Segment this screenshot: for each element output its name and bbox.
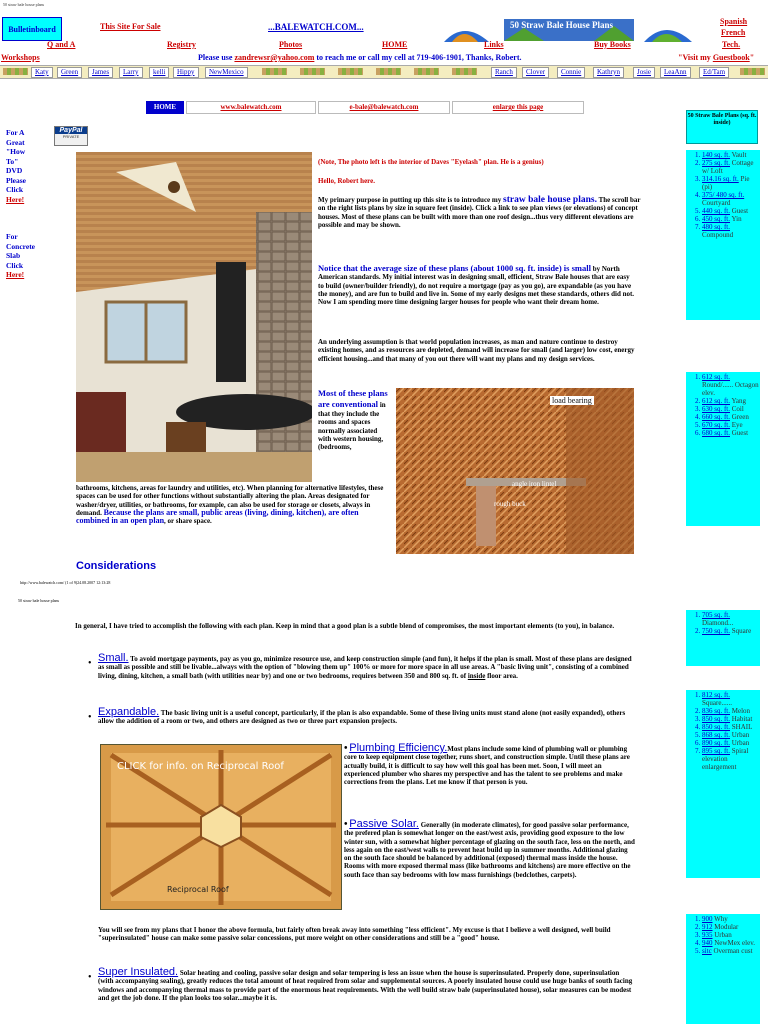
plan-size-link[interactable]: sitc <box>702 947 712 955</box>
sidebar-plan-item[interactable] <box>702 947 760 955</box>
this-site-for-sale-link[interactable]: This Site For Sale <box>100 22 161 31</box>
contact-pre: Please use <box>198 53 235 62</box>
spanish-link[interactable]: Spanish <box>720 17 748 26</box>
flag-icon <box>300 68 325 75</box>
name-ranch[interactable]: Ranch <box>491 67 517 78</box>
dvd-promo <box>6 128 26 204</box>
flag-icon <box>3 68 28 75</box>
tech-link[interactable]: Tech. <box>722 40 741 49</box>
solar-section <box>344 820 636 879</box>
sidebar-plan-item[interactable] <box>702 191 760 207</box>
sidebar-plan-item[interactable] <box>702 627 760 635</box>
plan-size-link[interactable]: 480 sq. ft. <box>702 223 730 231</box>
plan-size-link[interactable]: 900 <box>702 915 713 923</box>
dvd-line: "How <box>6 147 26 156</box>
superinsulated-text: Solar heating and cooling, passive solar design and solar tempering is less an issue when the house is superinsulated. Properly done, superinsulation (with accompanying sealing), greatly reduces the total amount of heat required from solar and supplemental sources. A poorly insulated house could use huge banks of south facing windows and accompanying thermal mass to provide part of the enormous heat requirements. With the well build straw bale (superinsulated house), solar measures can be modest and get the job done. If the plan looks too solar...maybe it is. <box>98 969 633 1002</box>
plan-name: SHAIL <box>731 723 753 731</box>
name-newmexico[interactable]: NewMexico <box>205 67 248 78</box>
plan-name: Courtyard <box>702 199 731 207</box>
conventional-paragraph <box>318 388 388 451</box>
spaces-paragraph <box>76 484 392 525</box>
small-text: To avoid mortgage payments, pay as you go, minimize resource use, and keep construction simple (and fun), it helps if the plan is small. Most of these plans are designed as small as possible and still be livable...always with the option of "blowing them up" 100% or more for more space in all use areas. A "basic living unit", consisting of a combined living, dining, kitchen, a small bath (with utilities near by) and one or two bedrooms, requires between 350 and 800 sq. ft. of <box>98 655 632 680</box>
plan-size-link[interactable]: 705 sq. ft. <box>702 611 730 619</box>
nav-enlarge-button[interactable]: enlarge this page <box>452 101 584 114</box>
spaces-text-a: bathrooms, kitchens, areas for laundry and utilities, etc). When planning for alternative lifestyles, these spaces can be used for other functions without substantially altering the plan. Areas designated for washer/dryer, utilities, or bathrooms, for example, can also be used for storage or closets, always in demand. <box>76 484 384 517</box>
assumption-paragraph: An underlying assumption is that world population increases, as man and nature continue to destroy existing homes, and as resources are depleted, demand will increase for small (and larger) low cost, energy efficient housing...and that many of you out there will want my plans and my design services. <box>318 338 635 363</box>
bale-wall-photo[interactable] <box>396 388 634 554</box>
size-paragraph <box>318 264 636 306</box>
spaces-text-b: , or share space. <box>164 517 212 526</box>
intro-paragraph <box>318 196 648 229</box>
guestbook-post: " <box>749 53 755 62</box>
flag-icon <box>740 68 765 75</box>
paypal-sub: PRIVATE <box>62 134 80 139</box>
sidebar-plan-item[interactable] <box>702 397 760 405</box>
dvd-line: To" <box>6 156 19 166</box>
sidebar-group-3 <box>686 610 760 666</box>
sidebar-plan-item[interactable] <box>702 207 760 215</box>
dvd-line: Great <box>6 137 25 147</box>
dvd-line: Click <box>6 185 24 194</box>
plan-size-link[interactable]: 680 sq. ft. <box>702 429 730 437</box>
dvd-here-link[interactable]: Here! <box>6 194 25 204</box>
plan-size-link[interactable]: 912 <box>702 923 713 931</box>
plan-name: Habitat <box>731 715 753 723</box>
dvd-line: DVD <box>6 166 23 175</box>
sidebar-plan-item[interactable] <box>702 739 760 747</box>
bullet-dot: • <box>88 658 92 669</box>
plan-size-link[interactable]: 836 sq. ft. <box>702 707 730 715</box>
plan-name: Compound <box>702 231 734 239</box>
sidebar-plan-item[interactable] <box>702 939 760 947</box>
registry-link[interactable]: Registry <box>167 40 196 49</box>
slab-line: Slab <box>6 251 21 260</box>
banner-title: 50 Straw Bale House Plans <box>510 20 614 30</box>
small-inside: inside <box>467 671 486 680</box>
french-link[interactable]: French <box>721 28 746 37</box>
links-link[interactable]: Links <box>484 40 504 49</box>
conventional-highlight: Most of these plans are conventional <box>318 388 388 409</box>
bullet-dot: • <box>344 743 348 754</box>
name-hippy[interactable]: Hippy <box>173 67 199 78</box>
plan-name: Modular <box>714 923 739 931</box>
plan-name: Why <box>714 915 728 923</box>
bullet-dot: • <box>88 972 92 983</box>
sidebar-plan-item[interactable] <box>702 747 760 771</box>
plan-size-link[interactable]: 895 sq. ft. <box>702 747 730 755</box>
dvd-line: For A <box>6 128 25 137</box>
flag-icon <box>262 68 287 75</box>
plan-size-link[interactable]: 935 <box>702 931 713 939</box>
plan-name: Pie (pi) <box>702 175 750 191</box>
name-larry[interactable]: Larry <box>119 67 143 78</box>
plan-name: Coil <box>731 405 744 413</box>
bulletinboard-button[interactable]: Bulletinboard <box>2 17 62 41</box>
names-bar <box>0 65 768 79</box>
sidebar-plan-item[interactable] <box>702 731 760 739</box>
sidebar-plan-item[interactable] <box>702 413 760 421</box>
open-plan-highlight: Because the plans are small, public areas (living, dining, kitchen), are often combined in an open plan <box>76 507 359 526</box>
name-james[interactable]: James <box>88 67 113 78</box>
slab-line: Concrete <box>6 241 36 251</box>
plan-name: Melon <box>731 707 751 715</box>
plan-name: Urban <box>731 739 750 747</box>
plan-size-link[interactable]: 612 sq. ft. <box>702 373 730 381</box>
formula-paragraph: You will see from my plans that I honor the above formula, but fairly often break away into something "less efficient". My excuse is that I believe a well designed, well build "superinsulated" house can make some passive solar concessions, put more weight on other considerations and still be a "good" house. <box>98 926 611 943</box>
plan-name: Cottage w/ Loft <box>702 159 754 175</box>
sidebar-group-5 <box>686 914 760 1024</box>
superinsulated-heading-link[interactable]: Super Insulated. <box>98 966 179 978</box>
slab-line: Click <box>6 260 24 270</box>
name-clover[interactable]: Clover <box>522 67 549 78</box>
sidebar-plan-item[interactable] <box>702 715 760 723</box>
bale-label-rough-buck: rough buck <box>494 500 526 508</box>
roof-click-text: CLICK for info. on Reciprocal Roof <box>117 761 284 772</box>
bale-label-load-bearing: load bearing <box>552 396 592 405</box>
plan-size-link[interactable]: 868 sq. ft. <box>702 731 730 739</box>
sidebar-list <box>686 150 760 240</box>
size-text: by North American standards. My initial interest was in designing small, efficient, Straw Bale houses that are easy to build (owner/builder friendly), do not require a mortgage (pay as you go), are expandable (as you have the money), and are fun to build and live in. Some of my early designs met these standards, others did not. Now I am spending more time designing larger houses for people who want their dream home. <box>318 265 635 307</box>
plan-size-link[interactable]: 850 sq. ft. <box>702 715 730 723</box>
plan-size-link[interactable]: 375/ 480 sq. ft. <box>702 191 745 199</box>
plumbing-section <box>344 744 636 786</box>
expandable-text: The basic living unit is a useful concept, particularly, if the plan is also expandable. Some of these living units must stand alone (not easily expanded), others allow the addition of a room or two, and others are designed as two or three part expansion projects. <box>98 709 626 726</box>
plan-name: Round/...... Octagon elev. <box>702 381 759 397</box>
flag-icon <box>414 68 439 75</box>
sidebar-plan-item[interactable] <box>702 429 760 437</box>
plan-size-link[interactable]: 812 sq. ft. <box>702 691 730 699</box>
plan-size-link[interactable]: 890 sq. ft. <box>702 739 730 747</box>
sidebar-plan-item[interactable] <box>702 215 760 223</box>
plan-size-link[interactable]: 670 sq. ft. <box>702 421 730 429</box>
sidebar-group-2 <box>686 372 760 526</box>
plumbing-heading-link[interactable]: Plumbing Efficiency. <box>349 742 448 754</box>
bale-wall-image <box>396 388 634 554</box>
plan-size-link[interactable]: 750 sq. ft. <box>702 627 730 635</box>
plan-size-link[interactable]: 850 sq. ft. <box>702 723 730 731</box>
contact-line <box>198 53 521 62</box>
sidebar-list <box>686 914 760 956</box>
plan-name: Urban <box>731 731 750 739</box>
bale-label-lintel: angle iron lintel <box>512 480 557 488</box>
name-katy[interactable]: Katy <box>31 67 53 78</box>
buy-books-link[interactable]: Buy Books <box>594 40 631 49</box>
interior-photo[interactable] <box>76 152 312 482</box>
solar-heading-link[interactable]: Passive Solar. <box>349 818 419 830</box>
page-header: 50 straw bale house plans <box>3 2 45 7</box>
sidebar-group-4 <box>686 690 760 878</box>
paypal-button[interactable] <box>54 126 88 146</box>
nav-home-button[interactable]: HOME <box>146 101 184 114</box>
sidebar-plan-item[interactable] <box>702 373 760 397</box>
size-highlight: Notice that the average size of these plans (about 1000 sq. ft. inside) is small <box>318 263 591 273</box>
sidebar-plan-item[interactable] <box>702 611 760 627</box>
plan-name: Spiral elevation enlargement <box>702 747 749 771</box>
plan-name: Square <box>731 627 752 635</box>
sidebar-plan-item[interactable] <box>702 691 760 707</box>
reciprocal-roof-photo[interactable] <box>100 744 342 910</box>
solar-text: Generally (in moderate climates), for good passive solar performance, the prefered plan is somewhat longer on the east/west axis, providing good exposure to the low winter sun, with a somewhat higher percentage of glazing on the south face, less on the north, and less again on the east/west walls to prevent heat build up in summer months. Additional glazing on the south face should be balanced by additional (exposed) thermal mass inside the house. Rooms with more exposed thermal mass (like bathrooms and kitchens) are more effective on the south face than say bedrooms with low mass furnishings (bedclothes, carpets). <box>344 821 635 879</box>
nav-email-button[interactable]: e-bale@balewatch.com <box>318 101 450 114</box>
print-page2-header: 50 straw bale house plans <box>18 598 60 603</box>
plan-name: NewMex elev. <box>714 939 756 947</box>
contact-post: to reach me or call my cell at 719-406-1901, Thanks, Robert. <box>314 53 522 62</box>
plan-name: Overman cust <box>713 947 753 955</box>
sidebar-plan-item[interactable] <box>702 421 760 429</box>
superinsulated-section <box>98 968 636 1002</box>
small-heading-link[interactable]: Small. <box>98 652 129 664</box>
intro-text-b: The scroll bar on the right lists plans by size in square feet (inside). Click a link to see plan views (or elevations) of concept houses. Most of these plans can be built with more than one roof design...thus very different elevations are possible and may be shown. <box>318 196 641 229</box>
sidebar-plan-item[interactable] <box>702 151 760 159</box>
expandable-heading-link[interactable]: Expandable. <box>98 706 160 718</box>
paypal-label: PayPal <box>55 127 87 134</box>
sidebar-list <box>686 610 760 636</box>
guestbook-pre: "Visit my <box>678 53 713 62</box>
bullet-dot: • <box>88 712 92 723</box>
interior-photo-image <box>76 152 312 482</box>
considerations-heading: Considerations <box>76 560 157 572</box>
small-section <box>98 654 636 680</box>
qa-link[interactable]: Q and A <box>47 40 76 49</box>
flag-icon <box>338 68 363 75</box>
plan-size-link[interactable]: 612 sq. ft. <box>702 397 730 405</box>
flag-icon <box>376 68 401 75</box>
sidebar-plan-item[interactable] <box>702 175 760 191</box>
print-footer-url: http://www.balewatch.com/ (1 of 9)24.08.2007 12:13:28 <box>20 580 111 585</box>
brand-link[interactable]: ...BALEWATCH.COM... <box>268 22 364 32</box>
sidebar-plan-item[interactable] <box>702 159 760 175</box>
sidebar-plan-item[interactable] <box>702 405 760 413</box>
workshops-link[interactable]: Workshops <box>1 53 40 62</box>
plan-name: Guest <box>731 207 749 215</box>
plan-name: Diamond... <box>702 619 734 627</box>
plans-link[interactable]: straw bale house plans. <box>503 195 597 205</box>
sidebar-header: 50 Straw Bale Plans (sq. ft. inside) <box>686 110 758 144</box>
dvd-line: Please <box>6 175 26 185</box>
sidebar-plan-item[interactable] <box>702 723 760 731</box>
flag-icon <box>452 68 477 75</box>
roof-caption: Reciprocal Roof <box>167 885 229 894</box>
plan-size-link[interactable]: 440 sq. ft. <box>702 207 730 215</box>
sidebar-plan-item[interactable] <box>702 931 760 939</box>
plan-name: Square...... <box>702 699 732 707</box>
plan-size-link[interactable]: 450 sq. ft. <box>702 215 730 223</box>
general-paragraph: In general, I have tried to accomplish the following with each plan. Keep in mind that a good plan is a subtle blend of compromises, the most important elements (to you), in balance. <box>75 622 615 630</box>
plan-size-link[interactable]: 140 sq. ft. <box>702 151 730 159</box>
sidebar-plan-item[interactable] <box>702 707 760 715</box>
nav-www-button[interactable]: www.balewatch.com <box>186 101 316 114</box>
photo-note: (Note, The photo left is the interior of Daves "Eyelash" plan. He is a genius) <box>318 158 544 166</box>
banner[interactable] <box>444 18 704 42</box>
hello-line: Hello, Robert here. <box>318 177 376 185</box>
bullet-dot: • <box>344 819 348 830</box>
plan-size-link[interactable]: 630 sq. ft. <box>702 405 730 413</box>
conventional-text: in that they include the rooms and spaces normally associated with western housing, (bedrooms, <box>318 401 386 452</box>
plan-name: Yin <box>731 215 742 223</box>
plan-name: Vault <box>731 151 747 159</box>
name-josie[interactable]: Josie <box>633 67 655 78</box>
plan-name: Green <box>731 413 749 421</box>
expandable-section <box>98 708 636 726</box>
home-link[interactable]: HOME <box>382 40 408 49</box>
sidebar-list <box>686 690 760 772</box>
plumbing-text: Most plans include some kind of plumbing wall or plumbing core to keep equipment close together, runs short, and construction simple. Until these plans are actually build, it is difficult to say how well this goal has been met. Soon, I will meet an experienced plumber who shares my perspective and has the talent to see problems and make corrections from the plans. Let me know if that person is you. <box>344 745 630 787</box>
plan-name: Guest <box>731 429 749 437</box>
sidebar-plan-item[interactable] <box>702 223 760 239</box>
plan-name: Urban <box>714 931 732 939</box>
guestbook-link[interactable]: Guestbook <box>712 53 750 62</box>
plan-size-link[interactable]: 940 <box>702 939 713 947</box>
plan-size-link[interactable]: 275 sq. ft. <box>702 159 730 167</box>
intro-text-a: My primary purpose in putting up this site is to introduce my <box>318 196 503 204</box>
slab-here-link[interactable]: Here! <box>6 270 25 279</box>
name-edtam[interactable]: Ed/Tam <box>699 67 729 78</box>
photos-link[interactable]: Photos <box>279 40 303 49</box>
plan-name: Eye <box>731 421 743 429</box>
sidebar-group-1 <box>686 150 760 320</box>
guestbook-line <box>678 53 754 62</box>
name-green[interactable]: Green <box>57 67 82 78</box>
contact-email-link[interactable]: zandrewsr@yahoo.com <box>234 53 315 62</box>
name-connie[interactable]: Connie <box>557 67 585 78</box>
name-leaann[interactable]: LeaAnn <box>660 67 691 78</box>
slab-line: For <box>6 232 18 241</box>
sidebar-list <box>686 372 760 438</box>
plan-size-link[interactable]: 660 sq. ft. <box>702 413 730 421</box>
name-kelli[interactable]: kelli <box>149 67 169 78</box>
small-end: floor area. <box>485 671 518 680</box>
plan-name: Yang <box>731 397 746 405</box>
name-kathryn[interactable]: Kathryn <box>593 67 624 78</box>
slab-promo <box>6 232 35 280</box>
plan-size-link[interactable]: 314.16 sq. ft. <box>702 175 739 183</box>
sidebar-plan-item[interactable] <box>702 923 760 931</box>
sidebar-plan-item[interactable] <box>702 915 760 923</box>
